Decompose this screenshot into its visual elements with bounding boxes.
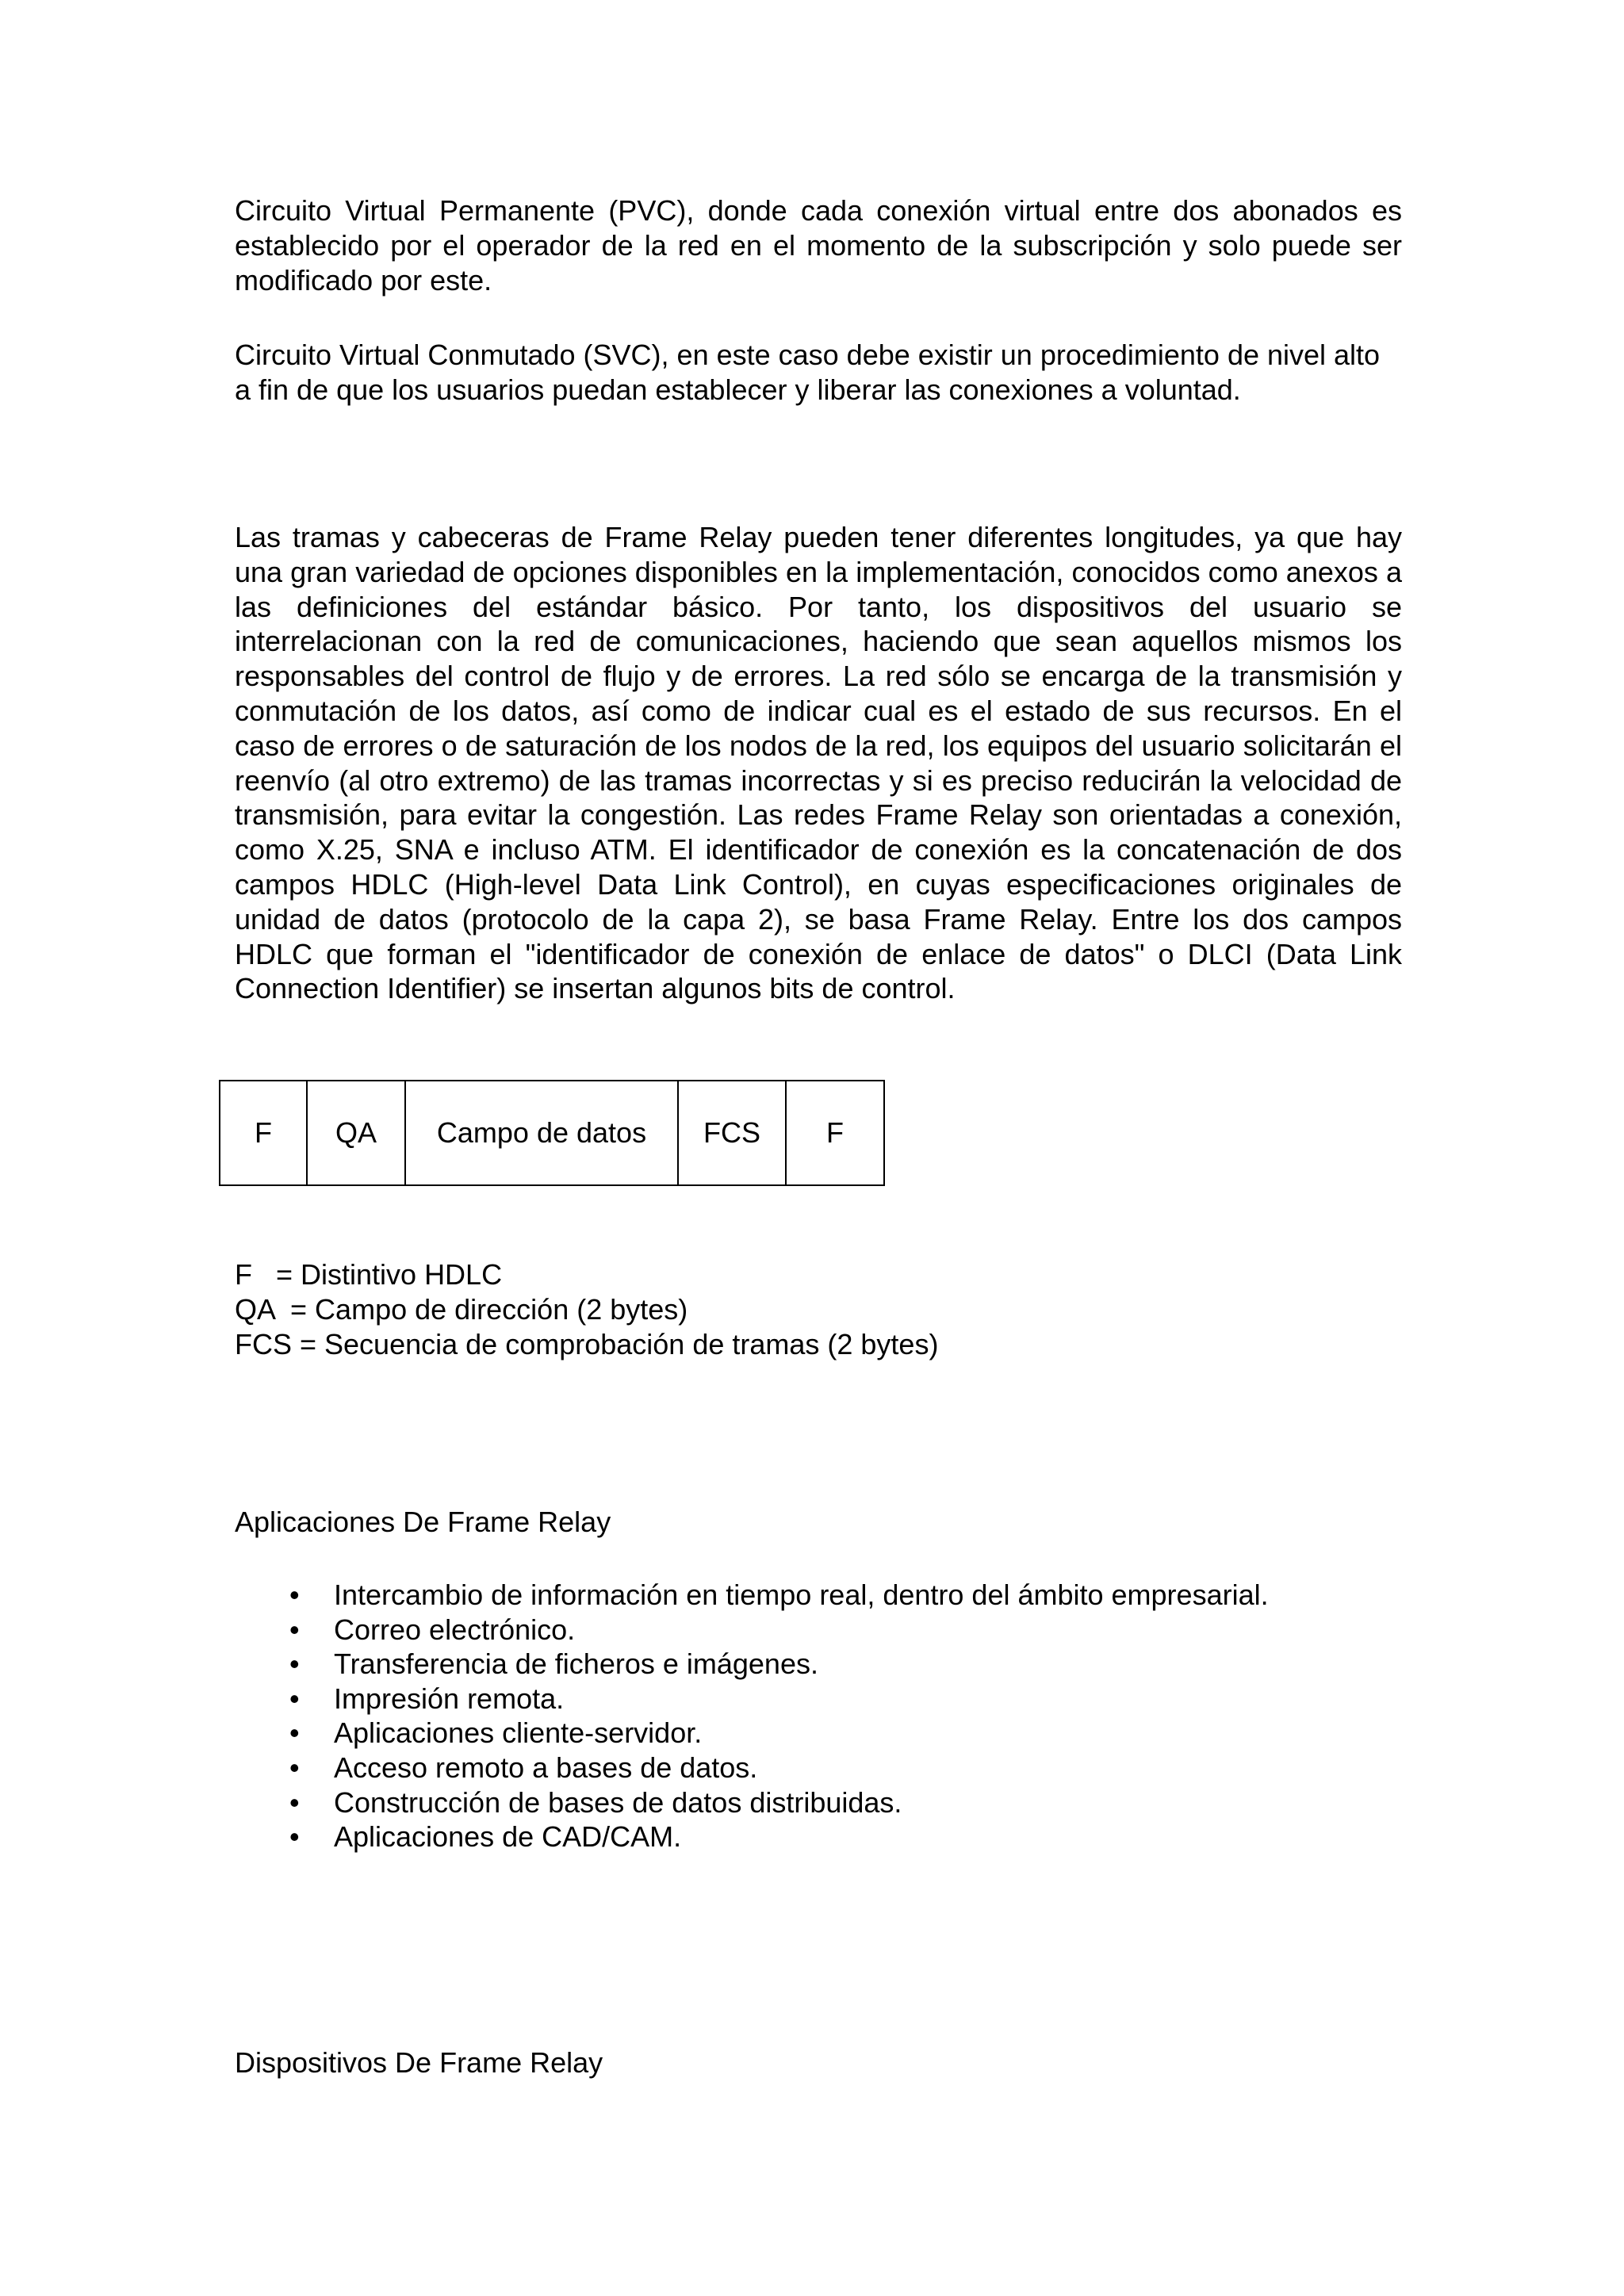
frame-cell-campo-datos: Campo de datos [405, 1081, 678, 1185]
list-item-text: Aplicaciones de CAD/CAM. [334, 1820, 682, 1854]
frame-cell-f-end: F [786, 1081, 884, 1185]
frame-cell-qa: QA [307, 1081, 405, 1185]
paragraph-tramas: Las tramas y cabeceras de Frame Relay pueden tener diferentes longitudes, ya que hay una gran variedad de opciones disponibles en la implementación, conocidos como anexos a las definiciones del estándar básico. Por tanto, los dispositivos del usuario se interrelacionan con la red de comunicaciones, haciendo que sean aquellos mismos los responsables del control de flujo y de errores. La red sólo se encarga de la transmisión y conmutación de los datos, así como de indicar cual es el estado de sus recursos. En el caso de errores o de saturación de los nodos de la red, los equipos del usuario solicitarán el reenvío (al otro extremo) de las tramas incorrectas y si es preciso reducirán la velocidad de transmisión, para evitar la congestión. Las redes Frame Relay son orientadas a conexión, como X.25, SNA e incluso ATM. El identificador de conexión es la concatenación de dos campos HDLC (High-level Data Link Control), en cuyas especificaciones originales de unidad de datos (protocolo de la capa 2), se basa Frame Relay. Entre los dos campos HDLC que forman el "identificador de conexión de enlace de datos" o DLCI (Data Link Connection Identifier) se insertan algunos bits de control. [235, 521, 1402, 1005]
aplicaciones-list [235, 1578, 1402, 1854]
bullet-icon: • [289, 1716, 300, 1750]
list-item-text: Aplicaciones cliente-servidor. [334, 1716, 703, 1750]
list-item [235, 1785, 1402, 1820]
list-item [235, 1682, 1402, 1716]
frame-structure-row [220, 1081, 884, 1185]
bullet-icon: • [289, 1751, 300, 1784]
bullet-icon: • [289, 1647, 300, 1681]
list-item-text: Correo electrónico. [334, 1613, 576, 1646]
bullet-icon: • [289, 1578, 300, 1611]
bullet-icon: • [289, 1785, 300, 1819]
list-item [235, 1751, 1402, 1785]
legend-f: F = Distintivo HDLC [235, 1258, 503, 1291]
heading-aplicaciones: Aplicaciones De Frame Relay [235, 1506, 611, 1538]
frame-cell-fcs: FCS [678, 1081, 786, 1185]
list-item-text: Intercambio de información en tiempo real, dentro del ámbito empresarial. [334, 1578, 1269, 1611]
bullet-icon: • [289, 1613, 300, 1646]
list-item [235, 1820, 1402, 1854]
list-item [235, 1613, 1402, 1647]
legend-qa: QA = Campo de dirección (2 bytes) [235, 1292, 688, 1326]
frame-cell-f-start: F [220, 1081, 307, 1185]
list-item-text: Construcción de bases de datos distribuidas. [334, 1785, 902, 1819]
bullet-icon: • [289, 1820, 300, 1854]
list-item-text: Acceso remoto a bases de datos. [334, 1751, 758, 1784]
list-item [235, 1716, 1402, 1751]
paragraph-svc: Circuito Virtual Conmutado (SVC), en este caso debe existir un procedimiento de nivel alto a fin de que los usuarios puedan establecer y liberar las conexiones a voluntad. [235, 339, 1381, 406]
list-item-text: Impresión remota. [334, 1682, 565, 1715]
legend-fcs: FCS = Secuencia de comprobación de tramas (2 bytes) [235, 1327, 939, 1360]
list-item-text: Transferencia de ficheros e imágenes. [334, 1647, 818, 1681]
paragraph-pvc: Circuito Virtual Permanente (PVC), donde cada conexión virtual entre dos abonados es establecido por el operador de la red en el momento de la subscripción y solo puede ser modificado por este. [235, 194, 1402, 297]
frame-legend [235, 1257, 1402, 1361]
bullet-icon: • [289, 1682, 300, 1715]
frame-structure-table [219, 1080, 885, 1186]
list-item [235, 1578, 1402, 1613]
list-item [235, 1647, 1402, 1682]
heading-dispositivos: Dispositivos De Frame Relay [235, 2046, 603, 2079]
